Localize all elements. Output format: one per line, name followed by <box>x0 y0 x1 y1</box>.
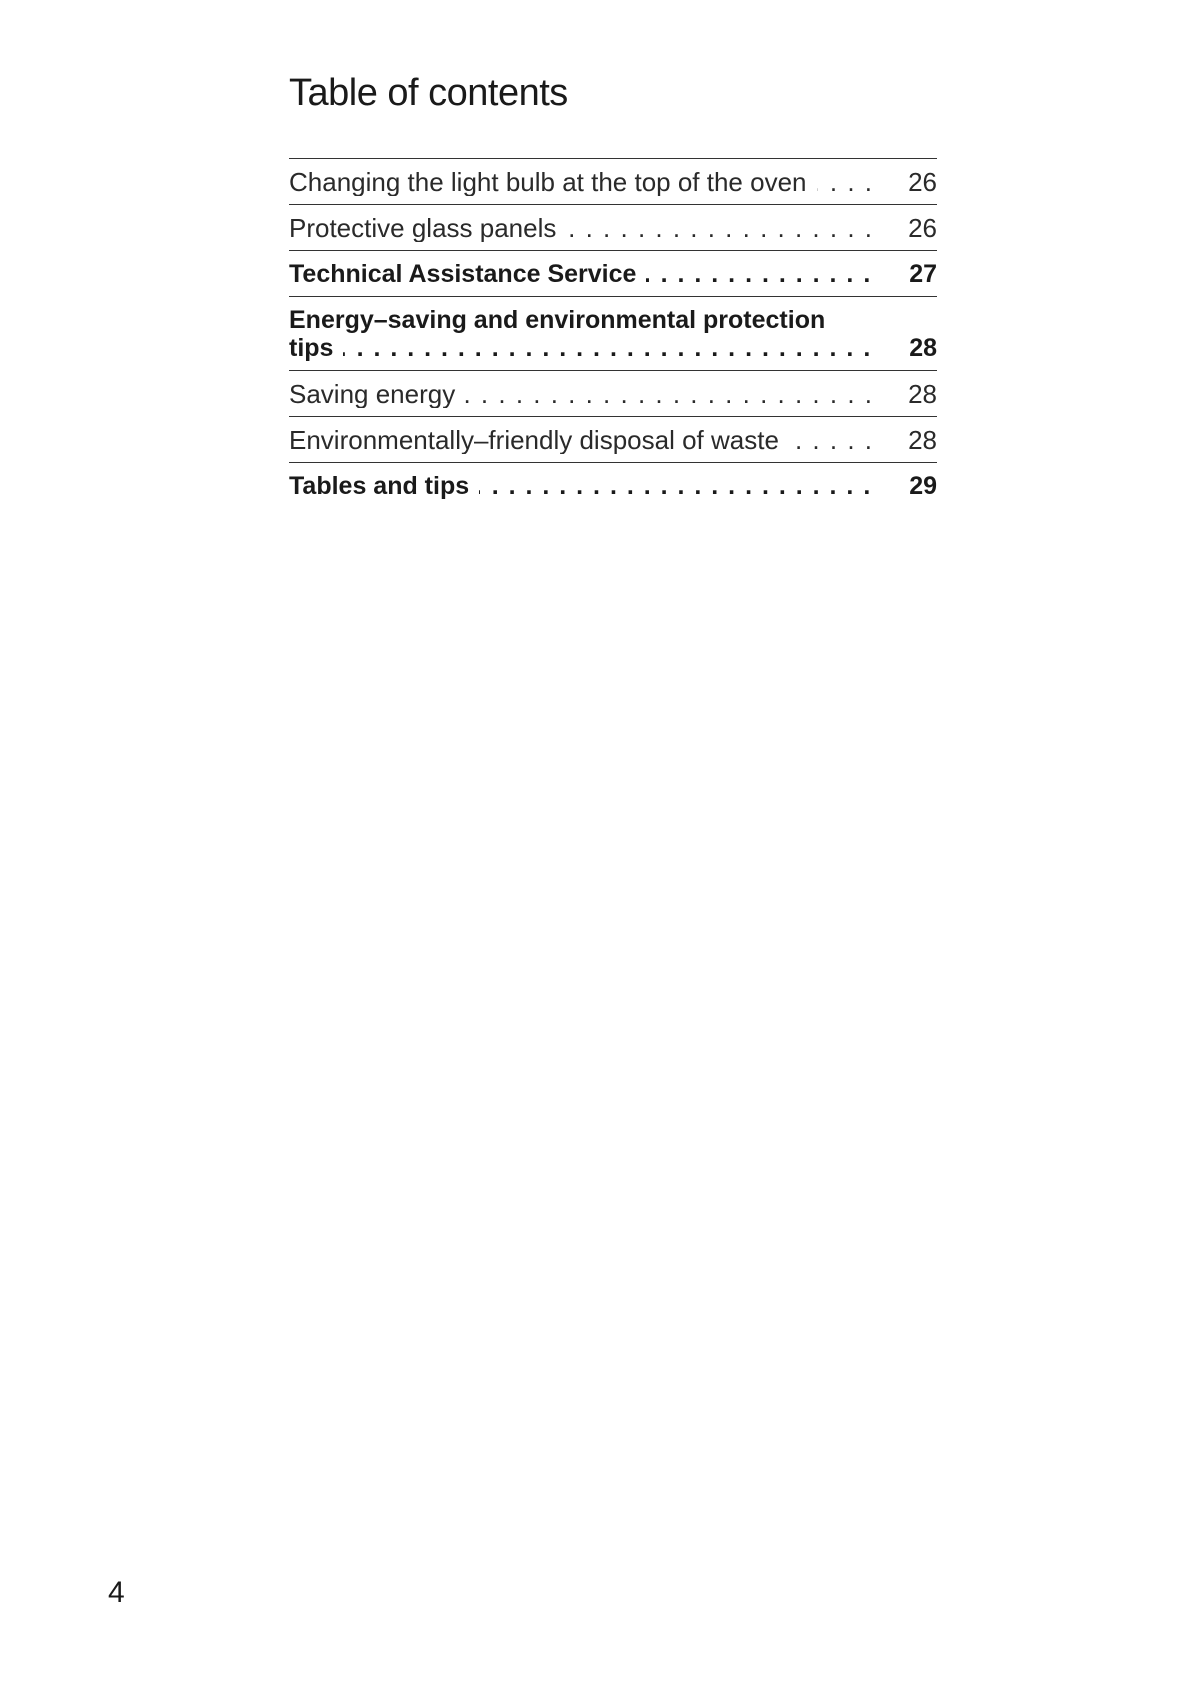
toc-entry[interactable] <box>289 370 937 416</box>
page-title: Table of contents <box>289 72 568 114</box>
toc-entry[interactable] <box>289 296 937 370</box>
toc-entry-label-continued: tips <box>289 334 343 362</box>
toc-entry-label: Saving energy <box>289 380 465 408</box>
table-of-contents <box>289 158 937 508</box>
toc-entry-page: 27 <box>875 260 937 288</box>
toc-entry-label: Environmentally–friendly disposal of waste <box>289 426 789 454</box>
toc-entry[interactable] <box>289 416 937 462</box>
toc-entry-page: 26 <box>875 168 937 196</box>
toc-entry-label: Tables and tips <box>289 472 479 500</box>
toc-entry-label: Energy–saving and environmental protection <box>289 306 826 334</box>
toc-entry-page: 26 <box>875 214 937 242</box>
toc-entry-label: Protective glass panels <box>289 214 566 242</box>
toc-entry[interactable] <box>289 250 937 296</box>
toc-entry[interactable] <box>289 462 937 508</box>
toc-entry-page: 28 <box>875 334 937 362</box>
toc-entry[interactable] <box>289 158 937 204</box>
page-number: 4 <box>108 1576 125 1609</box>
toc-entry-page: 28 <box>875 380 937 408</box>
toc-entry[interactable] <box>289 204 937 250</box>
toc-entry-page: 29 <box>875 472 937 500</box>
toc-entry-page: 28 <box>875 426 937 454</box>
toc-entry-label: Changing the light bulb at the top of the oven <box>289 168 817 196</box>
toc-entry-label: Technical Assistance Service <box>289 260 646 288</box>
